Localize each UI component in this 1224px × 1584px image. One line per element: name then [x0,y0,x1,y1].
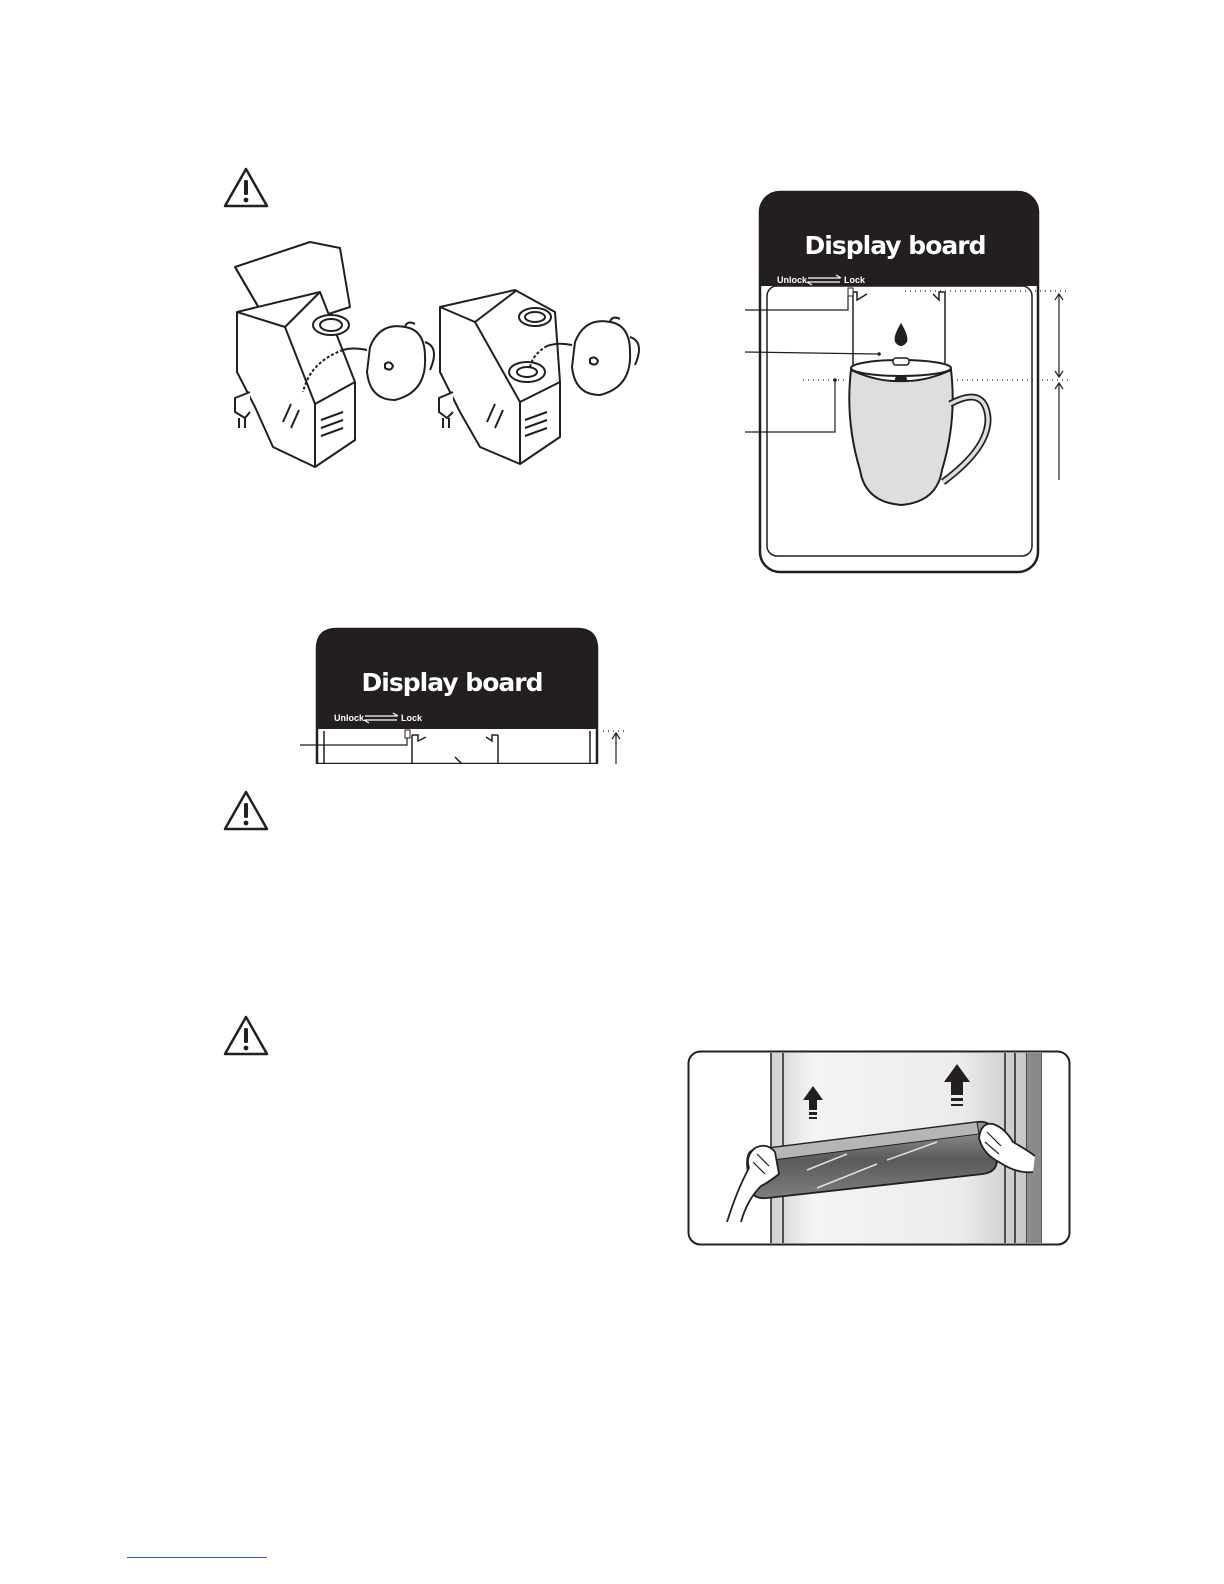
unlock-label: Unlock [777,275,808,285]
warning-triangle-icon [222,1014,270,1058]
display-board-title: Display board [361,668,543,697]
door-bin-removal-illustration [687,1050,1071,1246]
water-tank-filling-illustration [225,232,645,477]
lock-label: Lock [401,713,423,723]
warning-triangle-icon [222,789,270,833]
display-board-title: Display board [804,231,986,260]
dispenser-display-board-diagram [745,190,1080,575]
warning-triangle-icon [222,166,270,210]
unlock-label: Unlock [334,713,365,723]
cup-illustration [849,370,952,505]
lock-label: Lock [844,275,866,285]
dispenser-display-board-lock-diagram [300,627,630,764]
footer-rule [127,1557,267,1558]
